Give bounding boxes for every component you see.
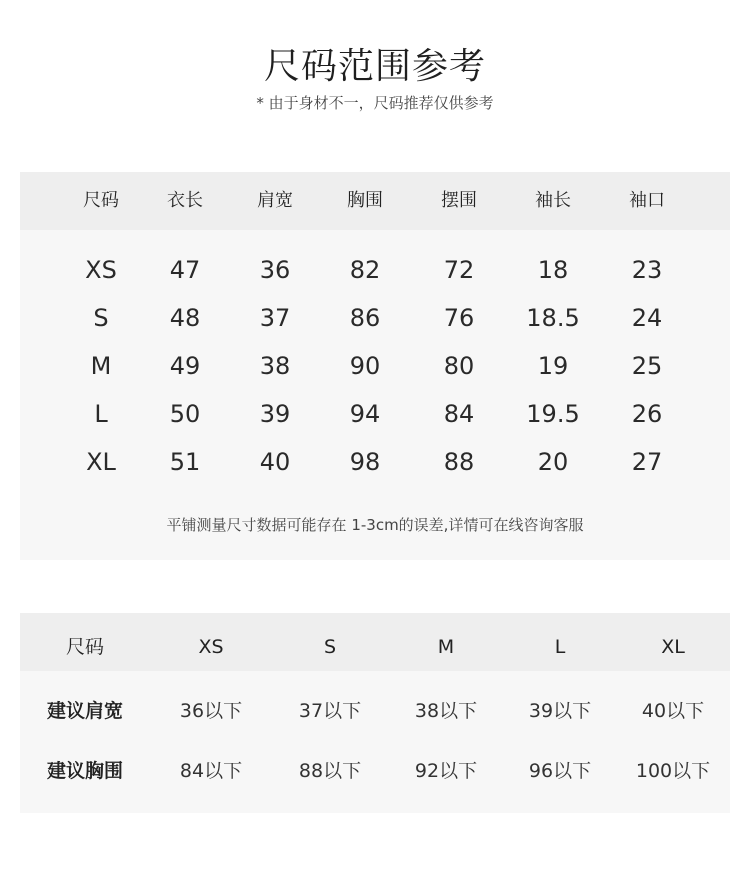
table-cell: 82	[349, 256, 381, 284]
table-cell: 92以下	[414, 760, 478, 782]
row-label-shoulder: 建议肩宽	[46, 700, 123, 722]
table-row	[20, 294, 730, 342]
table-cell: 88以下	[298, 760, 362, 782]
table-cell: 18.5	[526, 304, 580, 332]
header-cell-sleeve-length: 袖长	[535, 190, 571, 211]
header-cell-cuff: 袖口	[629, 190, 665, 211]
table-cell: 20	[537, 448, 569, 476]
header-cell-hem: 摆围	[441, 190, 477, 211]
table-cell: 94	[349, 400, 381, 428]
table-row	[20, 438, 730, 486]
table-cell: 84以下	[179, 760, 243, 782]
table-row	[20, 246, 730, 294]
table-cell: 49	[169, 352, 201, 380]
header-cell-shoulder: 肩宽	[257, 190, 293, 211]
header-cell-m: M	[437, 636, 455, 658]
table-row	[20, 741, 730, 801]
table-cell: 19	[537, 352, 569, 380]
recommend-table	[20, 613, 730, 813]
table-cell: L	[94, 400, 108, 428]
page-title: 尺码范围参考	[263, 46, 486, 87]
row-label-chest: 建议胸围	[46, 760, 123, 782]
table-cell: 37以下	[298, 700, 362, 722]
table-cell: 86	[349, 304, 381, 332]
header-cell-s: S	[323, 636, 337, 658]
header-cell-xl: XL	[661, 636, 685, 658]
table-cell: 90	[349, 352, 381, 380]
header-cell-size: 尺码	[83, 190, 119, 211]
table-cell: XL	[86, 448, 116, 476]
table-cell: 38以下	[414, 700, 478, 722]
header-cell-chest: 胸围	[347, 190, 383, 211]
measurement-note: 平铺测量尺寸数据可能存在 1-3cm的误差,详情可在线咨询客服	[166, 516, 584, 534]
table-cell: 25	[631, 352, 663, 380]
table-cell: 40	[259, 448, 291, 476]
table-cell: 96以下	[528, 760, 592, 782]
table-cell: 39以下	[528, 700, 592, 722]
table-cell: M	[90, 352, 112, 380]
table-row	[20, 390, 730, 438]
table-row	[20, 342, 730, 390]
page-subtitle: * 由于身材不一，尺码推荐仅供参考	[256, 94, 494, 112]
table-cell: 48	[169, 304, 201, 332]
table-cell: 100以下	[635, 760, 711, 782]
table-cell: 36	[259, 256, 291, 284]
table-cell: 26	[631, 400, 663, 428]
table-cell: 72	[443, 256, 475, 284]
table-cell: 51	[169, 448, 201, 476]
header-cell-l: L	[554, 636, 566, 658]
table-cell: 84	[443, 400, 475, 428]
table-cell: 98	[349, 448, 381, 476]
header-cell-length: 衣长	[167, 190, 203, 211]
table-cell: 18	[537, 256, 569, 284]
table-cell: 27	[631, 448, 663, 476]
recommend-table-header	[20, 613, 730, 671]
table-cell: 38	[259, 352, 291, 380]
table-cell: 80	[443, 352, 475, 380]
header-cell-xs: XS	[198, 636, 224, 658]
table-cell: 24	[631, 304, 663, 332]
table-cell: 39	[259, 400, 291, 428]
size-table	[20, 172, 730, 560]
table-cell: 50	[169, 400, 201, 428]
table-cell: 40以下	[641, 700, 705, 722]
table-cell: XS	[85, 256, 117, 284]
table-cell: 36以下	[179, 700, 243, 722]
header-cell-size: 尺码	[65, 636, 104, 658]
table-row	[20, 681, 730, 741]
table-cell: 76	[443, 304, 475, 332]
table-cell: 23	[631, 256, 663, 284]
table-cell: 19.5	[526, 400, 580, 428]
table-cell: 88	[443, 448, 475, 476]
size-table-header	[20, 172, 730, 230]
table-cell: 37	[259, 304, 291, 332]
table-cell: S	[93, 304, 109, 332]
table-cell: 47	[169, 256, 201, 284]
